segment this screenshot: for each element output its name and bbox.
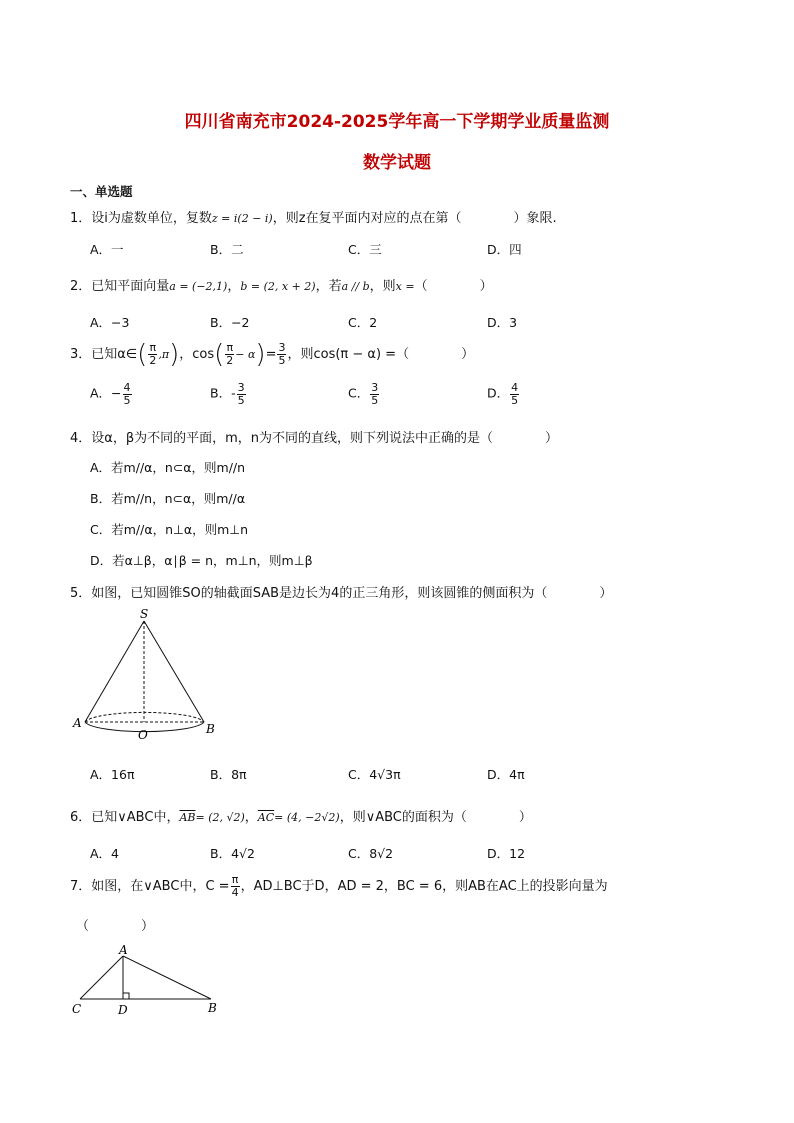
q1-option-c[interactable]: C．三 [348,242,382,257]
q6-option-b[interactable]: B．4√2 [210,846,255,861]
q5-option-b[interactable]: B．8π [210,767,247,782]
label-d: D [118,1003,128,1017]
question-3 [70,337,474,373]
cone-figure [70,605,220,745]
q5-option-a[interactable]: A．16π [90,767,135,782]
option-label: D． [487,385,510,401]
frac-num: 3 [278,341,286,355]
frac-den: 2 [226,354,234,367]
paren-close: ) [169,339,180,370]
question-2-x: x = [395,280,415,293]
section-heading: 一、单选题 [70,184,133,199]
question-1-formula: z = i(2 − i) [211,212,273,225]
q1-option-b[interactable]: B．二 [210,242,244,257]
frac-den: 5 [511,393,519,407]
q2-option-d[interactable]: D．3 [487,315,518,330]
q6-option-a[interactable]: A．4 [90,846,120,861]
paren-open: ( [137,339,148,370]
cone-edge-right [144,621,204,722]
question-3-stem-pre: 3．已知α∈ [70,347,138,362]
q5-option-d[interactable]: D．4π [487,767,525,782]
fraction-pi-over-2-b [225,342,234,366]
option-label: B．- [210,385,236,401]
frac-num: 4 [123,381,131,394]
question-7-stem-post: ，AD⊥BC于D，AD = 2，BC = 6，则AB在AC上的投影向量为 [240,879,608,894]
question-7-answer-blank: （ ） [76,919,155,934]
option-fraction [370,382,379,406]
question-6: 6．已知∨ABC中，$\overline{AB}= (2$, √2)，$\overline{AC}= (4$, −2√2)，则∨ABC的面积为（ ） [70,810,532,825]
option-fraction [237,382,246,406]
question-5: 5．如图，已知圆锥SO的轴截面SAB是边长为4的正三角形，则该圆锥的侧面积为（ ） [70,586,613,601]
question-4: 4．设α，β为不同的平面，m，n为不同的直线，则下列说法中正确的是（ ） [70,431,559,446]
cone-edge-left [85,621,144,722]
fraction-pi-over-4 [231,874,240,898]
q3-option-b[interactable] [210,382,247,406]
frac-num: 3 [371,381,379,394]
vector-ab-value: = (2, √2) [195,811,245,824]
q2-option-c[interactable]: C．2 [348,315,378,330]
question-2-stem-pre: 2．已知平面向量 [70,279,170,294]
question-2-vector-b: b = (2, x + 2) [240,280,316,293]
question-2-parallel: a // b [341,280,370,293]
frac-num: π [149,341,157,355]
frac-num: 3 [237,381,245,394]
frac-num: π [231,873,239,887]
right-angle-mark [123,993,129,999]
frac-den: 5 [237,393,245,407]
question-2-sep-1: ， [227,279,241,294]
q1-option-a[interactable]: A．一 [90,242,124,257]
triangle-figure [66,942,226,1022]
interval-end: ,π [158,348,170,361]
q6-option-d[interactable]: D．12 [487,846,526,861]
frac-den: 5 [123,393,131,407]
question-2-sep-3: ，则 [369,279,396,294]
label-b: B [208,1001,217,1015]
question-2-stem-post: （ ） [414,279,493,294]
side-ca [80,956,123,999]
label-a: A [119,943,128,957]
page-subtitle: 数学试题 [363,153,431,173]
option-label: C． [348,385,370,401]
paren-close-2: ) [255,339,266,370]
frac-den: 4 [231,886,239,899]
vector-ac-value: = (4, −2√2) [274,811,340,824]
cos-label: ，cos [179,347,215,362]
question-1 [70,207,557,226]
question-1-stem-pre: 1．设i为虚数单位，复数 [70,211,212,226]
question-6-stem-pre: 6．已知∨ABC中， [70,810,180,825]
question-7-stem-pre: 7．如图，在∨ABC中，C = [70,879,230,894]
vector-ac: $\overline{AC}$ [257,811,275,824]
frac-den: 5 [371,393,379,407]
question-1-stem-post: ，则z在复平面内对应的点在第（ ）象限. [272,211,557,226]
question-2-vector-a: a = (−2,1) [169,280,228,293]
q1-option-d[interactable]: D．四 [487,242,522,257]
paren-open-2: ( [214,339,225,370]
q4-option-b[interactable]: B．若m//n，n⊂α，则m//α [90,491,246,506]
frac-den: 2 [149,354,157,367]
label-a: A [73,716,82,730]
q5-option-c[interactable]: C．4√3π [348,767,401,782]
frac-num: π [226,341,234,355]
q3-option-d[interactable] [487,382,520,406]
frac-num: 4 [511,381,519,394]
q4-option-c[interactable]: C．若m//α，n⊥α，则m⊥n [90,522,249,537]
q2-option-b[interactable]: B．−2 [210,315,250,330]
q6-option-c[interactable]: C．8√2 [348,846,394,861]
q4-option-d[interactable]: D．若α⊥β，α∣β = n，m⊥n，则m⊥β [90,553,313,568]
minus-alpha: − α [235,348,256,361]
label-o: O [138,728,148,742]
page-title: 四川省南充市2024-2025学年高一下学期学业质量监测 [184,112,610,132]
q3-option-c[interactable] [348,382,380,406]
question-2-sep-2: ，若 [315,279,342,294]
q3-option-a[interactable] [90,382,133,406]
option-fraction [510,382,519,406]
equals-sign: = [265,347,277,362]
fraction-3-5 [277,342,286,366]
question-3-stem-post: ，则cos(π − α) =（ ） [287,347,475,362]
vector-ab: $\overline{AB}$ [179,811,196,824]
q2-option-a[interactable]: A．−3 [90,315,130,330]
side-ab [123,956,211,999]
question-6-stem-post: ，则∨ABC的面积为（ ） [339,810,532,825]
option-fraction [123,382,132,406]
label-b: B [206,722,215,736]
frac-den: 5 [278,354,286,367]
label-s: S [140,607,149,621]
option-label: A．− [90,385,122,401]
question-7 [70,872,608,902]
question-2 [70,275,493,294]
label-c: C [72,1002,82,1016]
q4-option-a[interactable]: A．若m//α，n⊂α，则m//n [90,460,246,475]
fraction-pi-over-2 [148,342,157,366]
